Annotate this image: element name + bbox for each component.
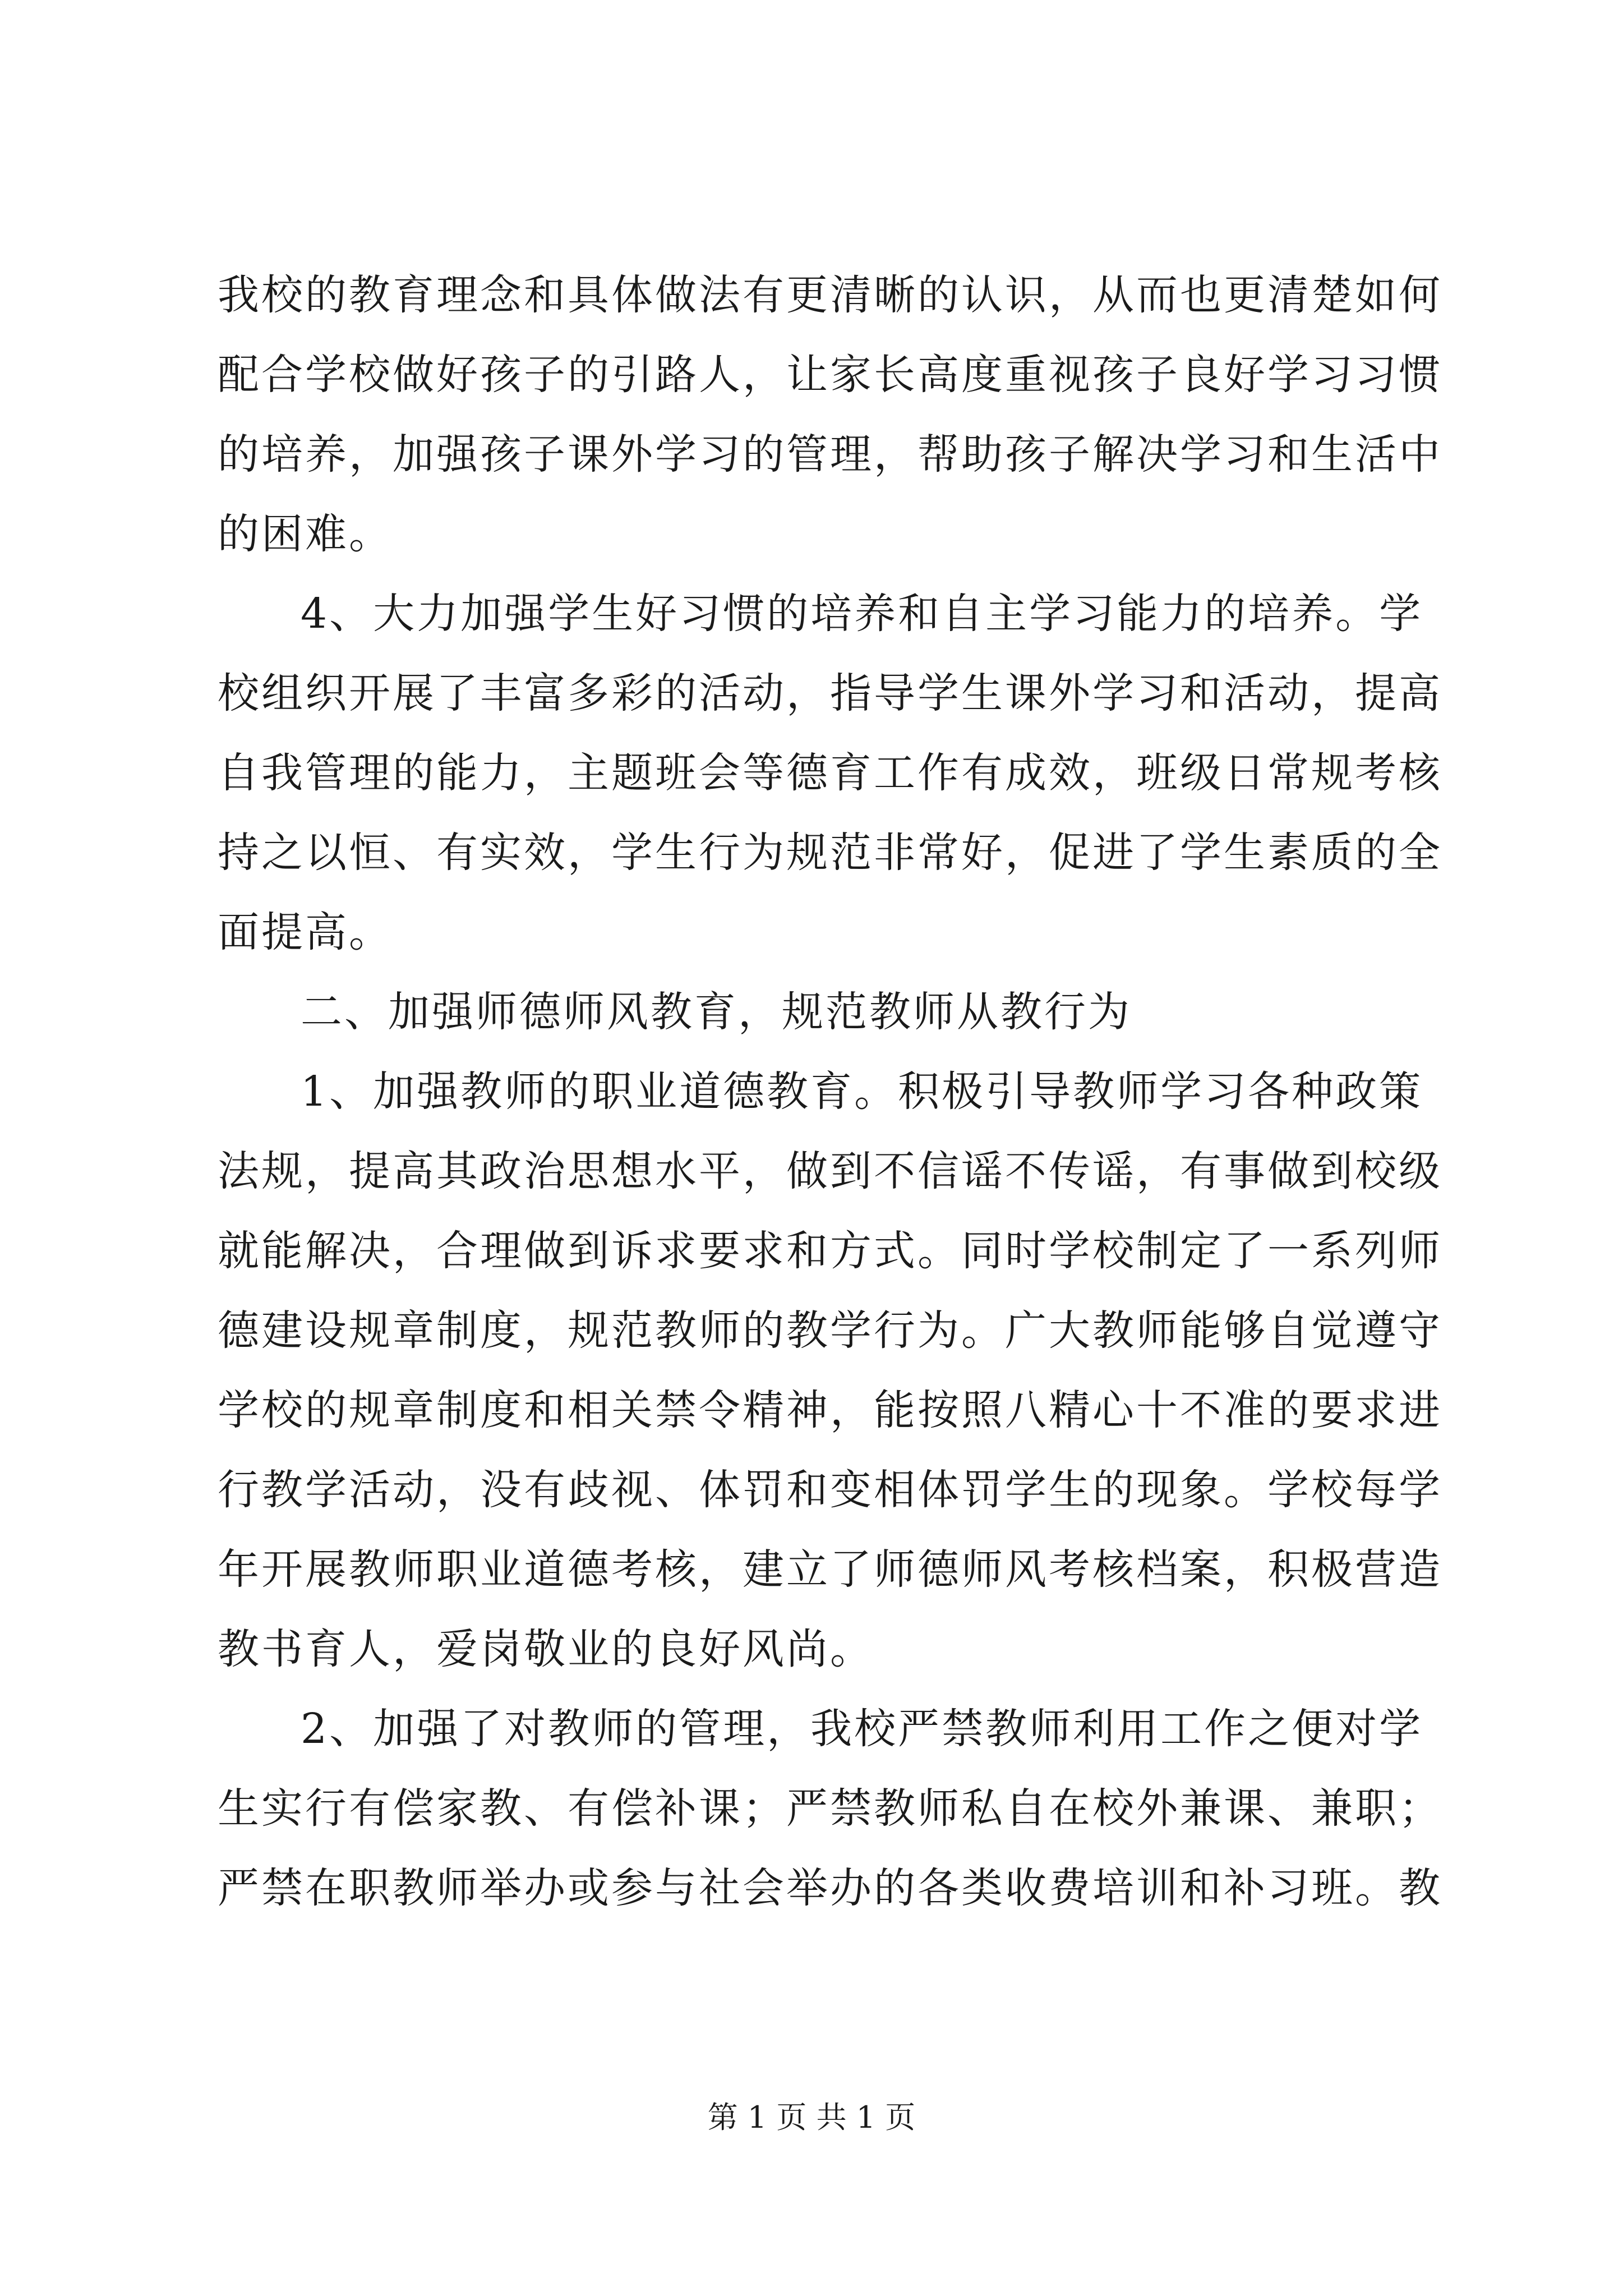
text-line: 持之以恒、有实效，学生行为规范非常好，促进了学生素质的全 <box>218 829 1442 877</box>
text-line: 校组织开展了丰富多彩的活动，指导学生课外学习和活动，提高 <box>218 669 1442 717</box>
text-line: 生实行有偿家教、有偿补课；严禁教师私自在校外兼课、兼职； <box>218 1784 1442 1833</box>
document-body <box>218 255 1442 1928</box>
text-line: 4、大力加强学生好习惯的培养和自主学习能力的培养。学 <box>301 590 1423 638</box>
text-line: 学校的规章制度和相关禁令精神，能按照八精心十不准的要求进 <box>218 1386 1442 1434</box>
text-line: 配合学校做好孩子的引路人，让家长高度重视孩子良好学习习惯 <box>218 351 1442 399</box>
text-line: 的培养，加强孩子课外学习的管理，帮助孩子解决学习和生活中 <box>218 430 1442 478</box>
text-line: 面提高。 <box>218 908 393 956</box>
text-line: 的困难。 <box>218 510 393 558</box>
text-line: 1、加强教师的职业道德教育。积极引导教师学习各种政策 <box>301 1068 1423 1116</box>
text-line: 行教学活动，没有歧视、体罚和变相体罚学生的现象。学校每学 <box>218 1466 1442 1514</box>
text-line: 严禁在职教师举办或参与社会举办的各类收费培训和补习班。教 <box>218 1864 1442 1912</box>
text-line: 年开展教师职业道德考核，建立了师德师风考核档案，积极营造 <box>218 1545 1442 1594</box>
text-line: 法规，提高其政治思想水平，做到不信谣不传谣，有事做到校级 <box>218 1147 1442 1195</box>
text-line: 教书育人，爱岗敬业的良好风尚。 <box>218 1625 874 1673</box>
text-line: 德建设规章制度，规范教师的教学行为。广大教师能够自觉遵守 <box>218 1306 1442 1355</box>
text-line: 二、加强师德师风教育，规范教师从教行为 <box>301 988 1132 1036</box>
text-line: 就能解决，合理做到诉求要求和方式。同时学校制定了一系列师 <box>218 1227 1442 1275</box>
page-footer: 第 1 页 共 1 页 <box>707 2100 916 2135</box>
text-line: 自我管理的能力，主题班会等德育工作有成效，班级日常规考核 <box>218 749 1442 797</box>
text-line: 我校的教育理念和具体做法有更清晰的认识，从而也更清楚如何 <box>218 271 1442 319</box>
text-line: 2、加强了对教师的管理，我校严禁教师利用工作之便对学 <box>301 1705 1423 1753</box>
